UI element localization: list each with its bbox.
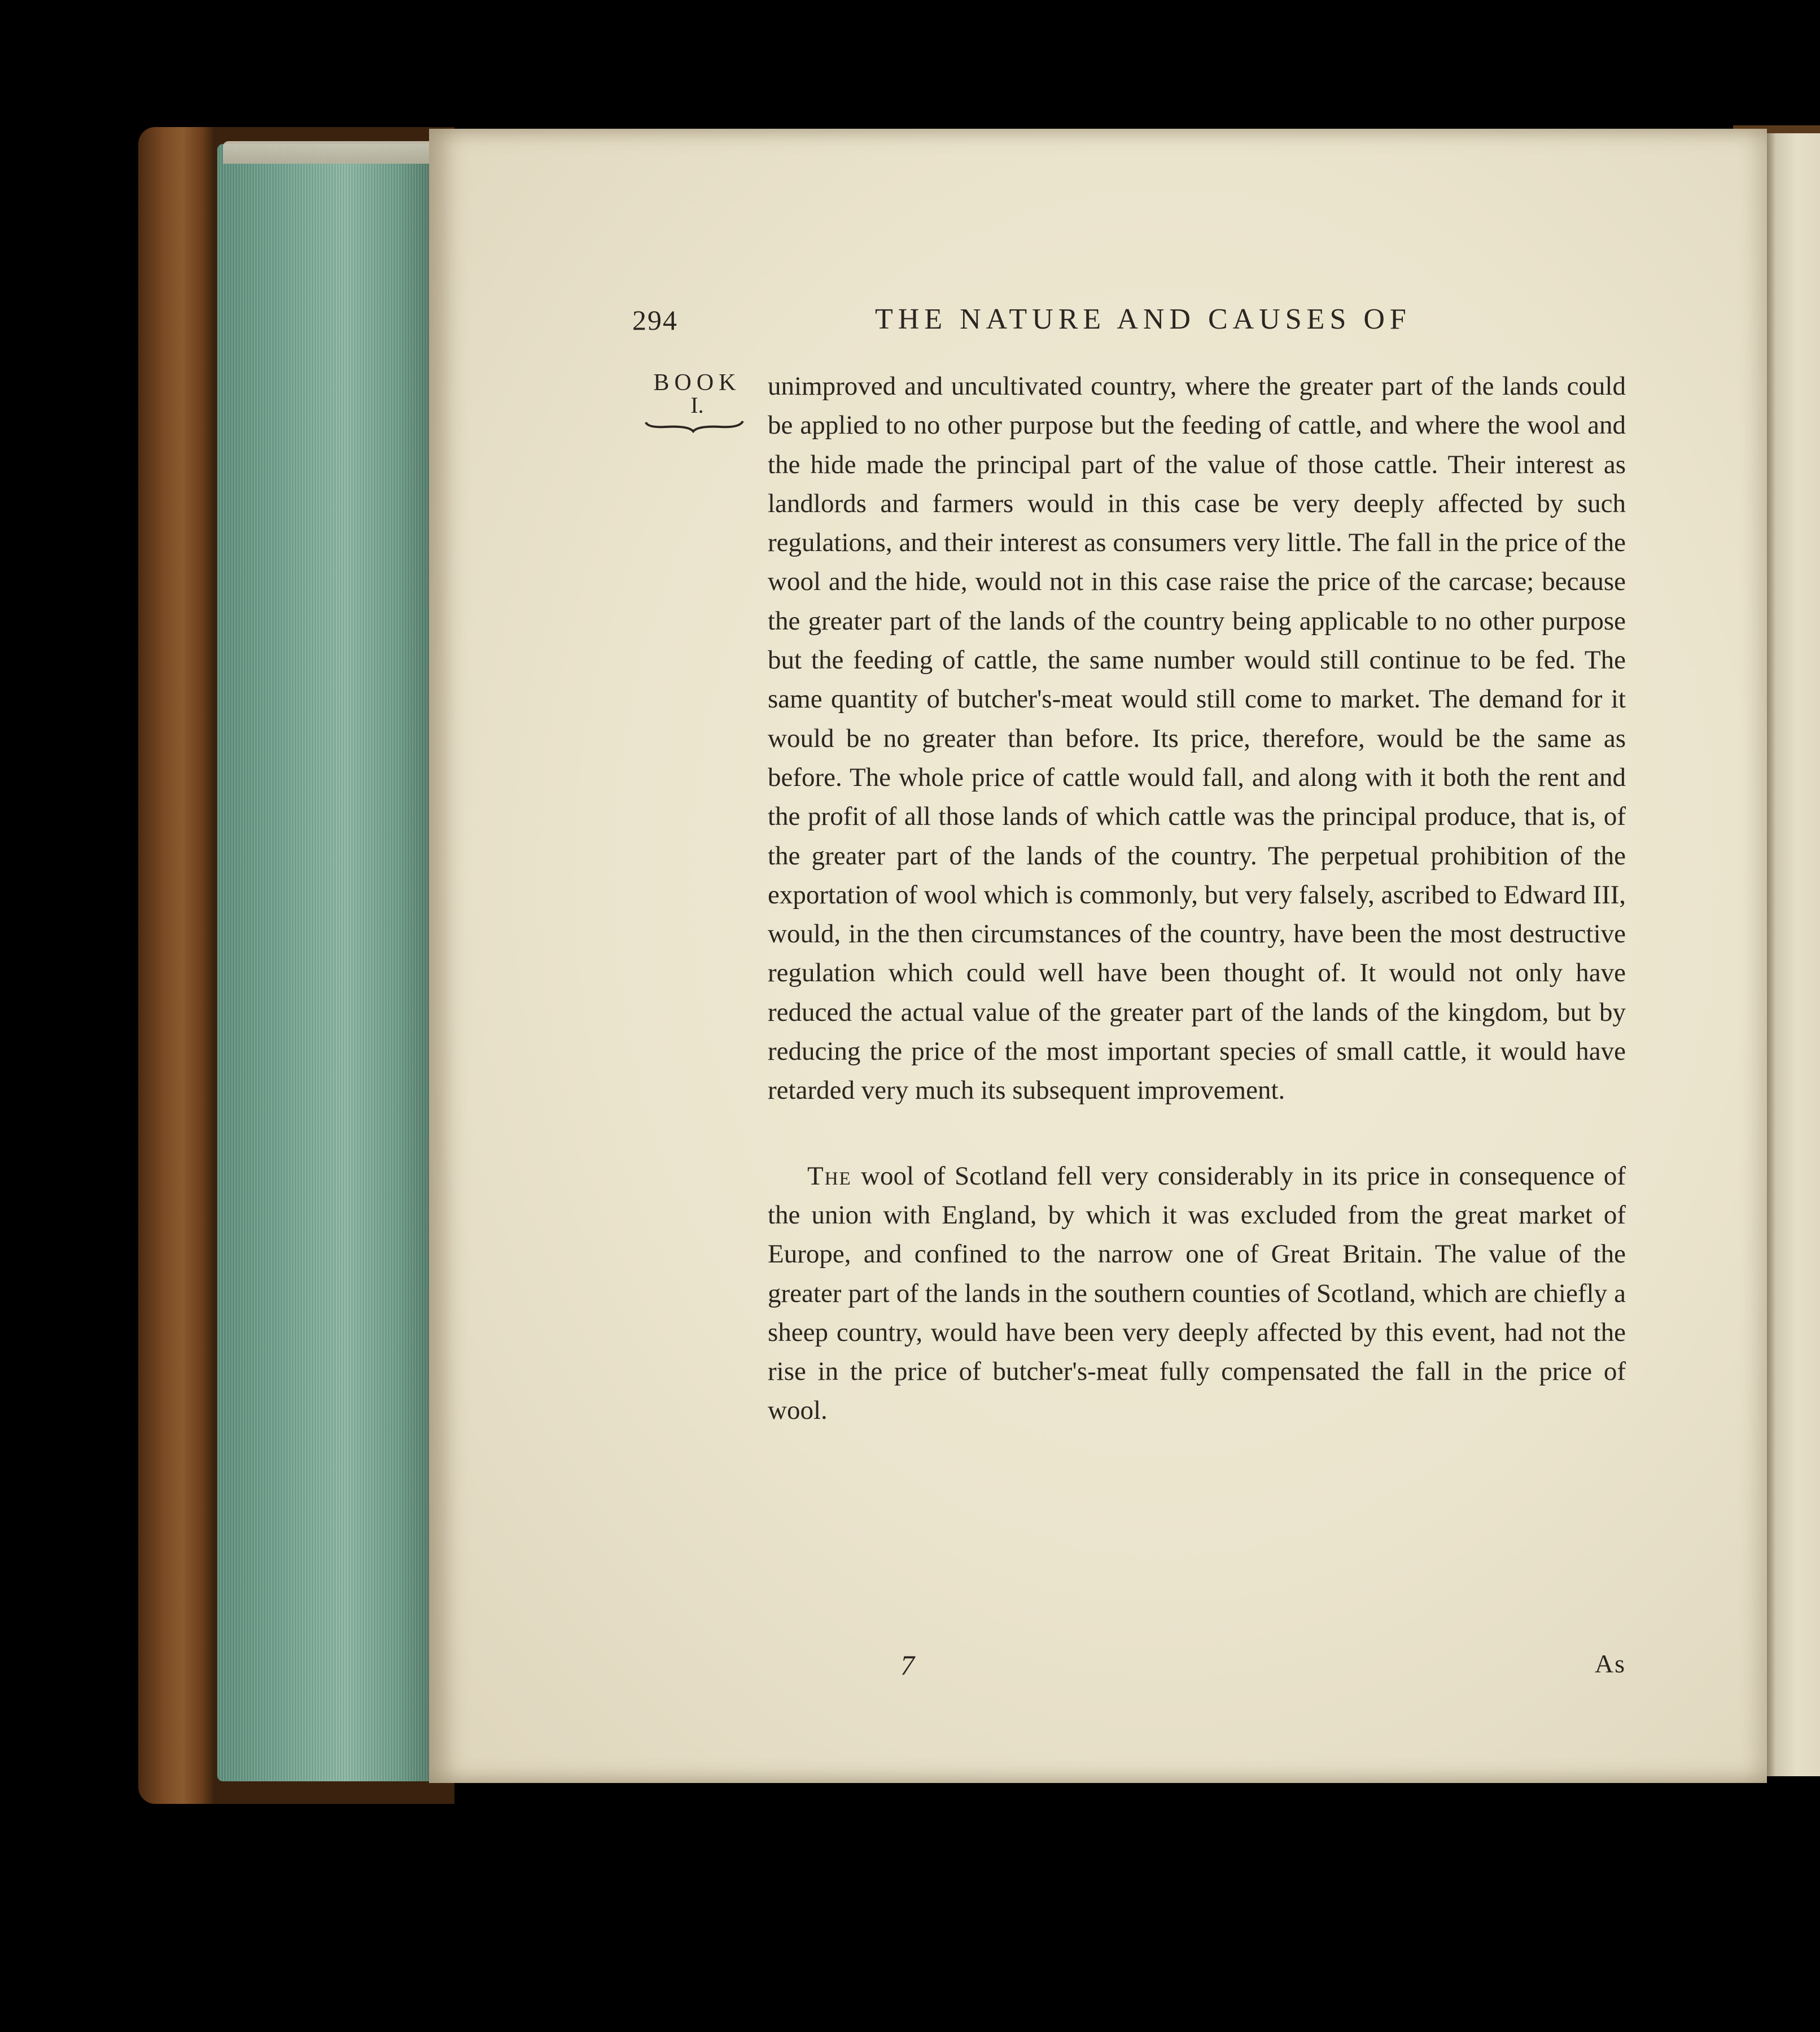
paragraph-2 xyxy=(768,1157,1626,1431)
running-head xyxy=(632,297,1535,342)
page-footer xyxy=(768,1649,1626,1688)
paragraph-2-lead: The xyxy=(807,1161,852,1191)
signature-mark: 7 xyxy=(900,1649,915,1681)
facing-page xyxy=(1761,133,1820,1776)
catchword: As xyxy=(1594,1649,1626,1678)
book-number: I. xyxy=(690,392,704,418)
body-text xyxy=(768,367,1626,1431)
page-edges xyxy=(217,144,432,1781)
paragraph-1: unimproved and uncultivated country, where the greater part of the lands could be applied to no other purpose but the feeding of cattle, and where the wool and the hide made the principal part of the value of those cattle. Their interest as landlords and farmers would in this case be very deeply affected by such regulations, and their interest as consumers very little. The fall in the price of the wool and the hide, would not in this case raise the price of the carcase; because the greater part of the lands of the country being applicable to no other purpose but the feeding of cattle, the same number would still continue to be fed. The same quantity of butcher's-meat would still come to market. The demand for it would be no greater than before. Its price, therefore, would be the same as before. The whole price of cattle would fall, and along with it both the rent and the profit of all those lands of which cattle was the principal produce, that is, of the greater part of the lands of the country. The perpetual prohibition of the exportation of wool which is commonly, but very falsely, ascribed to Edward III, would, in the then circumstances of the country, have been the most destructive regulation which could well have been thought of. It would not only have reduced the actual value of the greater part of the lands of the kingdom, but by reducing the price of the most important species of small cattle, it would have retarded very much its subsequent improvement. xyxy=(768,372,1626,1105)
page-edges-top xyxy=(223,141,443,164)
book-sidenote xyxy=(644,370,751,416)
brace-icon xyxy=(644,417,745,434)
book-label: BOOK xyxy=(653,370,741,396)
running-title: THE NATURE AND CAUSES OF xyxy=(875,303,1411,335)
page-number: 294 xyxy=(632,304,678,336)
paragraph-2-text: wool of Scotland fell very considerably in its price in consequence of the union with England, by which it was excluded from the great market of Europe, and confined to the narrow one of Great Britain. The value of the greater part of the lands in the southern counties of Scotland, which are chiefly a sheep country, would have been very deeply affected by this event, had not the rise in the price of butcher's-meat fully compensated the fall in the price of wool. xyxy=(768,1161,1626,1426)
